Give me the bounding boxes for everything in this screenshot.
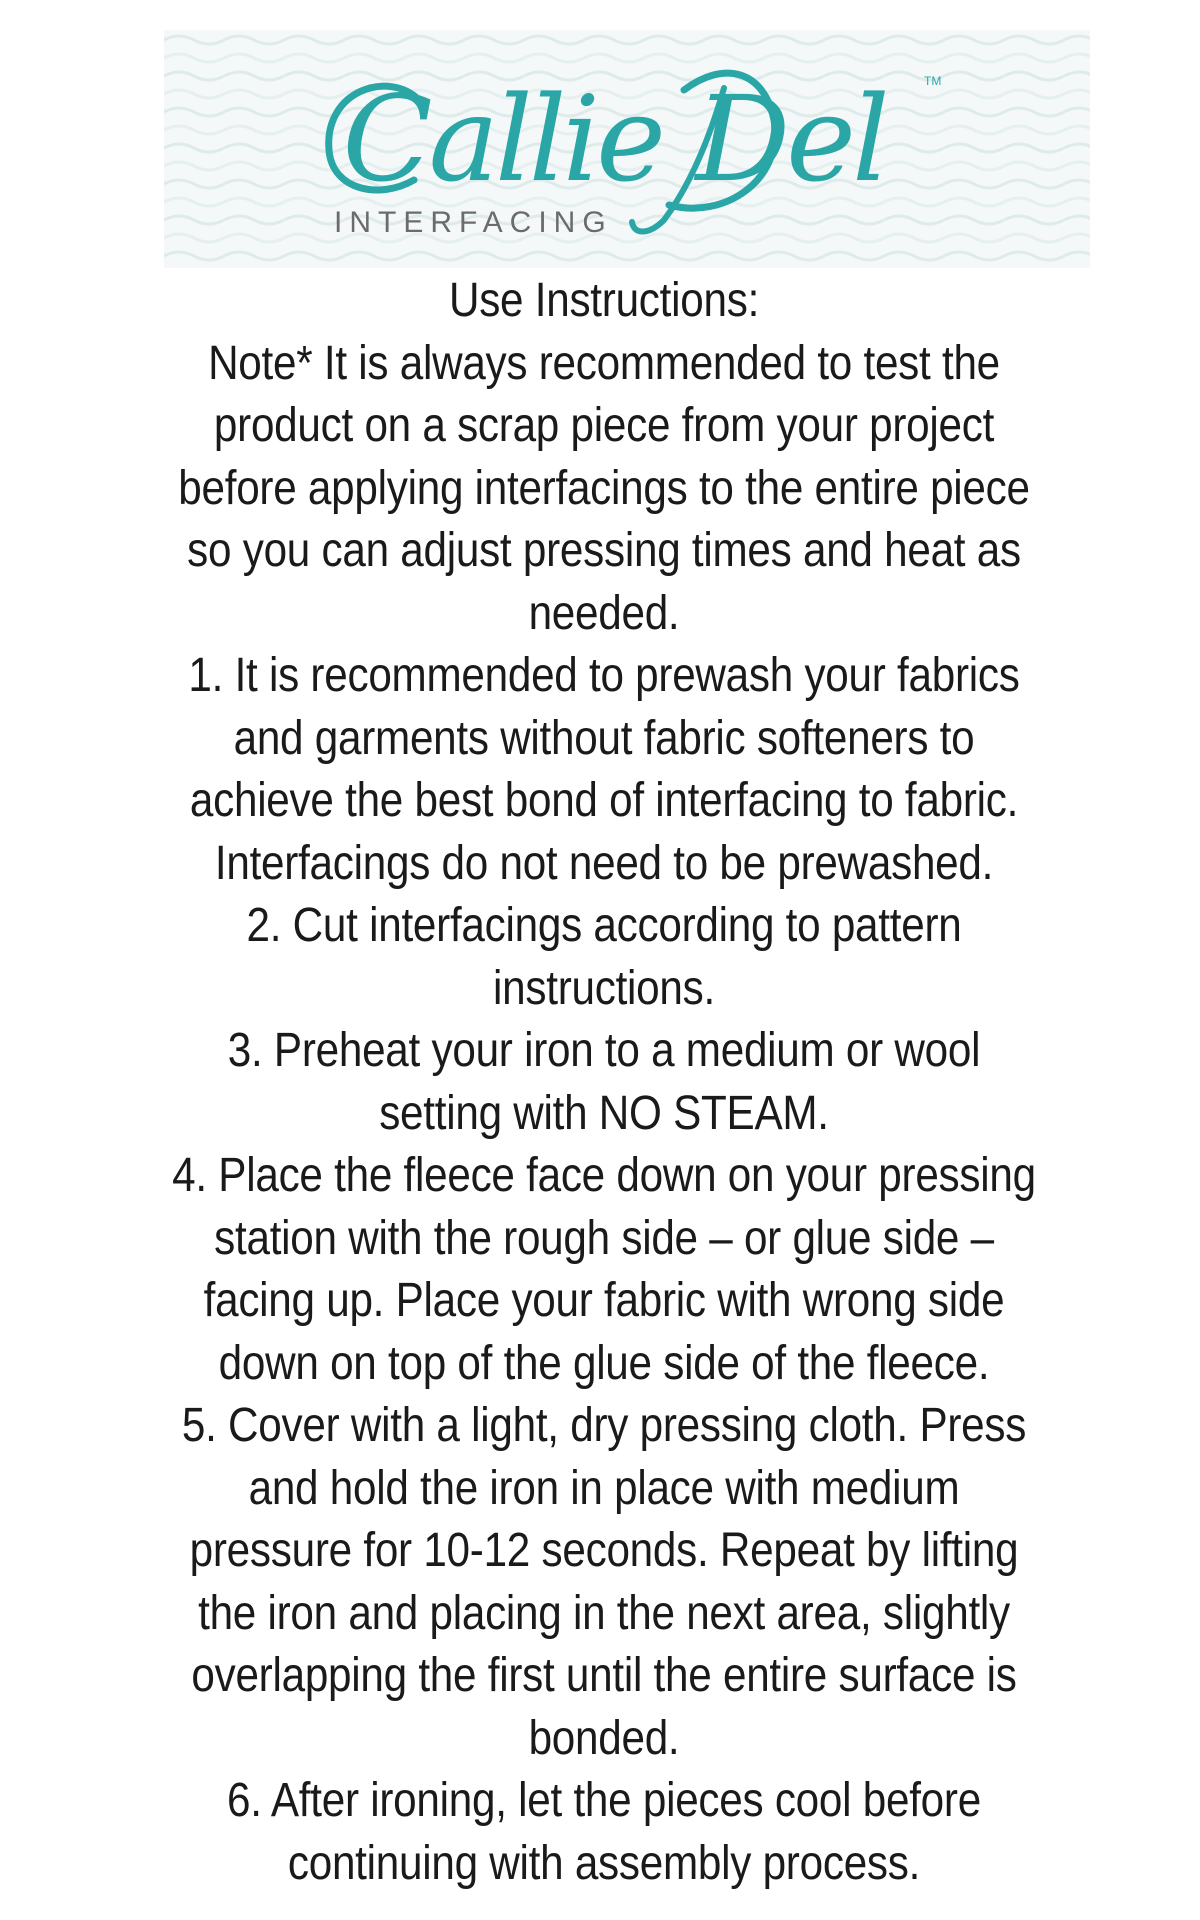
instructions-body [60, 270, 1148, 1895]
instruction-line: product on a scrap piece from your project [213, 399, 995, 452]
instruction-line: so you can adjust pressing times and heat as [187, 524, 1021, 577]
logo-subtitle: INTERFACING [334, 206, 613, 239]
instruction-line: overlapping the first until the entire surface is [191, 1649, 1017, 1702]
instruction-line: station with the rough side – or glue side – [214, 1211, 994, 1265]
instruction-line: 1. It is recommended to prewash your fabrics [188, 649, 1020, 702]
trademark-text: TM [924, 74, 942, 88]
instruction-line: facing up. Place your fabric with wrong side [203, 1274, 1005, 1327]
instruction-line: before applying interfacings to the entire piece [178, 461, 1030, 515]
instruction-line: continuing with assembly process. [287, 1836, 921, 1890]
instruction-line: and hold the iron in place with medium [248, 1461, 960, 1515]
instruction-line: Note* It is always recommended to test the [208, 336, 1000, 390]
instruction-line: achieve the best bond of interfacing to fabric. [189, 774, 1019, 827]
instruction-line: down on top of the glue side of the fleece. [218, 1336, 990, 1390]
instruction-line: 3. Preheat your iron to a medium or wool [227, 1024, 981, 1077]
instruction-line: setting with NO STEAM. [379, 1086, 829, 1140]
instruction-line: 6. After ironing, let the pieces cool before [227, 1774, 981, 1827]
instruction-line: 5. Cover with a light, dry pressing cloth. Press [181, 1399, 1027, 1452]
instruction-line: needed. [528, 586, 680, 640]
instruction-line: 4. Place the fleece face down on your pressing [172, 1149, 1036, 1202]
instructions-heading: Use Instructions: [448, 274, 760, 327]
callie-del-logo [164, 30, 1090, 268]
brand-script-text: Callie Del [342, 70, 886, 208]
logo-banner [164, 30, 1090, 268]
instruction-line: the iron and placing in the next area, slightly [198, 1586, 1010, 1640]
instruction-line: pressure for 10-12 seconds. Repeat by lifting [189, 1524, 1019, 1577]
instruction-line: bonded. [528, 1711, 680, 1765]
instruction-line: instructions. [493, 961, 715, 1015]
instruction-line: Interfacings do not need to be prewashed. [214, 836, 994, 890]
instruction-line: 2. Cut interfacings according to pattern [246, 899, 962, 952]
instruction-line: and garments without fabric softeners to [233, 711, 975, 765]
